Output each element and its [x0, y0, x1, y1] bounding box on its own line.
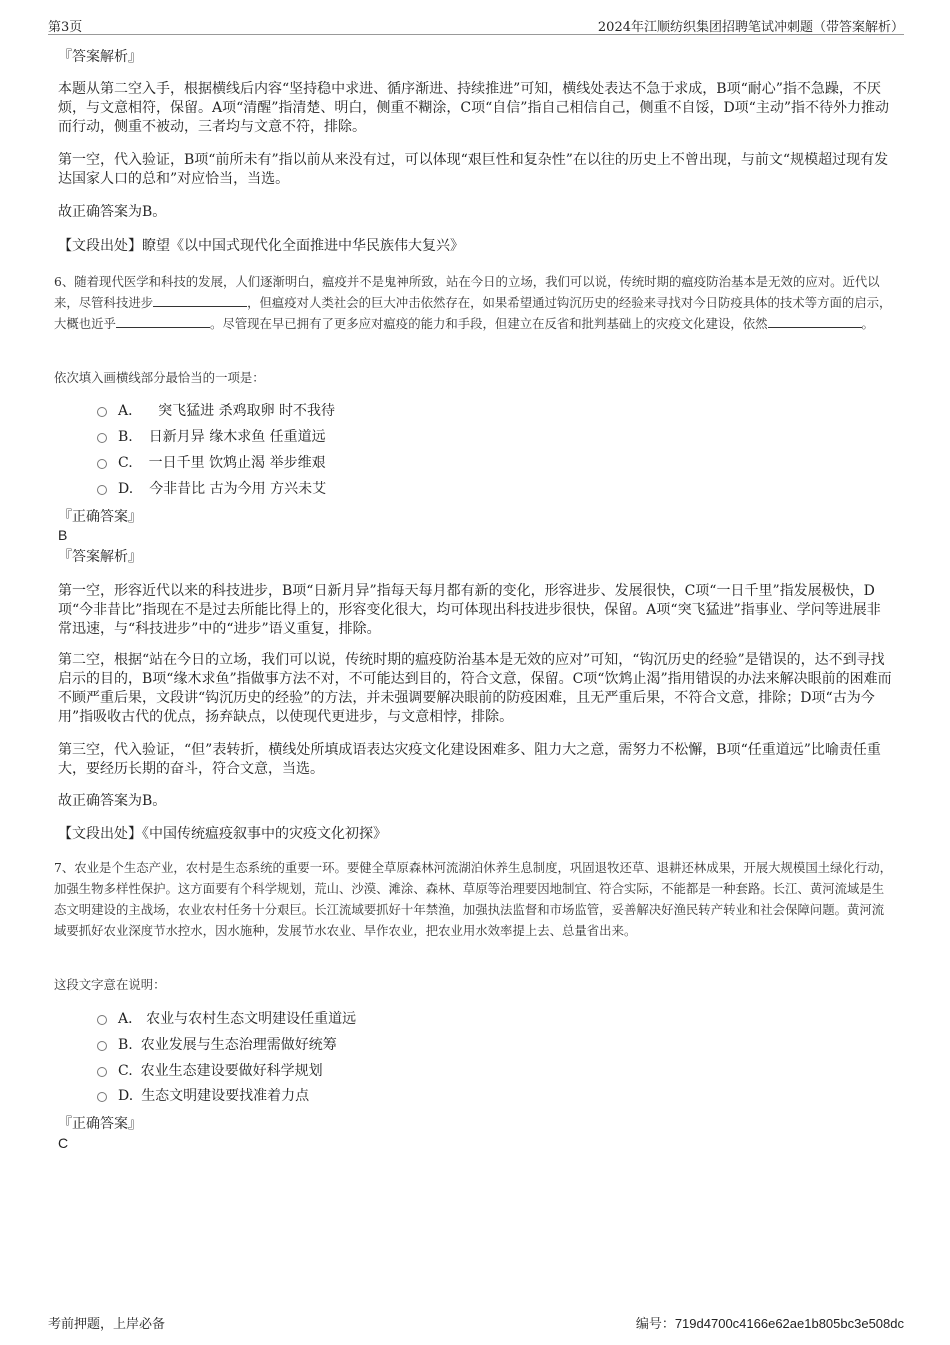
- page-footer: [48, 1313, 904, 1332]
- radio-icon[interactable]: [97, 485, 107, 495]
- option-d[interactable]: D. 今非昔比 古为今用 方兴未艾: [97, 480, 326, 498]
- analysis-conclusion: 故正确答案为B。: [58, 204, 167, 220]
- option-c[interactable]: C. 一日千里 饮鸩止渴 举步维艰: [97, 454, 326, 472]
- analysis-heading: 『答案解析』: [58, 549, 142, 565]
- option-d[interactable]: D. 生态文明建设要找准着力点: [97, 1087, 309, 1105]
- source-citation: 【文段出处】瞭望《以中国式现代化全面推进中华民族伟大复兴》: [58, 238, 464, 254]
- answer-heading: 『正确答案』: [58, 509, 142, 525]
- answer-value: B: [58, 527, 68, 543]
- document-title: 2024年江顺纺织集团招聘笔试冲刺题（带答案解析）: [597, 20, 904, 35]
- document-code: 编号：719d4700c4166e62ae1b805bc3e508dc: [635, 1316, 904, 1332]
- question-stem: 7、农业是个生态产业，农村是生态系统的重要一环。要健全草原森林河流湖泊休养生息制度，巩固退牧还草、退耕还林成果，开展大规模国土绿化行动，加强生物多样性保护。这方面要有个科学规划，荒山、沙漠、滩涂、森林、草原等治理要因地制宜、符合实际，不能都是一种套路。长江、黄河流域是生态文明建设的主战场，农业农村任务十分艰巨。长江流域要抓好十年禁渔，加强执法监督和市场监管，妥善解决好渔民转产转业和社会保障问题。黄河流域要抓好农业深度节水控水，因水施种，发展节水农业、旱作农业，把农业用水效率提上去、总量省出来。: [54, 860, 893, 938]
- radio-icon[interactable]: [97, 1067, 107, 1077]
- page-number: 第3页: [48, 20, 83, 35]
- radio-icon[interactable]: [97, 1015, 107, 1025]
- fill-blank: [153, 294, 247, 307]
- option-b[interactable]: B. 日新月异 缘木求鱼 任重道远: [97, 428, 326, 446]
- answer-value: C: [58, 1135, 69, 1151]
- question-stem: 6、随着现代医学和科技的发展，人们逐渐明白，瘟疫并不是鬼神所致，站在今日的立场，我们可以说，传统时期的瘟疫防治基本是无效的应对。近代以来，尽管科技进步 ，但瘟疫对人类社会的巨大冲击依然存在，如果希望通过钩沉历史的经验来寻找对今日防疫具体的技术等方面的启示，大概也近乎 。尽管现在早已拥有了更多应对瘟疫的能力和手段，但建立在反省和批判基础上的灾疫文化建设，依然 。: [54, 274, 892, 331]
- analysis-paragraph: 第二空，根据“站在今日的立场，我们可以说，传统时期的瘟疫防治基本是无效的应对”可知，“钩沉历史的经验”是错误的，达不到寻找启示的目的，B项“缘木求鱼”指做事方法不对，不可能达到目的，符合文意，保留。C项“饮鸩止渴”指用错误的办法来解决眼前的困难而不顾严重后果，文段讲“钩沉历史的经验”的方法，并未强调要解决眼前的防疫困难，且无严重后果，不符合文意，排除；D项“古为今用”指吸收古代的优点，扬弃缺点，以使现代更进步，与文意相悖，排除。: [58, 652, 892, 725]
- radio-icon[interactable]: [97, 1041, 107, 1051]
- option-b[interactable]: B. 农业发展与生态治理需做好统筹: [97, 1036, 337, 1054]
- analysis-paragraph: 第一空，形容近代以来的科技进步，B项“日新月异”指每天每月都有新的变化，形容进步、发展很快，C项“一日千里”指发展极快，D项“今非昔比”指现在不是过去所能比得上的，形容变化很大，均可体现出科技进步很快，保留。A项“突飞猛进”指事业、学问等进展非常迅速，与“科技进步”中的“进步”语义重复，排除。: [58, 583, 881, 637]
- analysis-paragraph: 第三空，代入验证，“但”表转折，横线处所填成语表达灾疫文化建设困难多、阻力大之意，需努力不松懈，B项“任重道远”比喻责任重大，要经历长期的奋斗，符合文意，当选。: [58, 742, 881, 777]
- analysis-paragraph: 本题从第二空入手，根据横线后内容“坚持稳中求进、循序渐进、持续推进”可知，横线处表达不急于求成，B项“耐心”指不急躁，不厌烦，与文意相符，保留。A项“清醒”指清楚、明白，侧重不糊涂，C项“自信”指自己相信自己，侧重不自馁，D项“主动”指不待外力推动而行动，侧重不被动，三者均与文意不符，排除。: [58, 81, 889, 135]
- analysis-heading: 『答案解析』: [58, 49, 142, 65]
- analysis-conclusion: 故正确答案为B。: [58, 793, 167, 809]
- radio-icon[interactable]: [97, 433, 107, 443]
- radio-icon[interactable]: [97, 459, 107, 469]
- radio-icon[interactable]: [97, 1092, 107, 1102]
- analysis-paragraph: 第一空，代入验证，B项“前所未有”指以前从来没有过，可以体现“艰巨性和复杂性”在以往的历史上不曾出现，与前文“规模超过现有发达国家人口的总和”对应恰当，当选。: [58, 152, 889, 187]
- answer-heading: 『正确答案』: [58, 1116, 142, 1132]
- question-prompt: 这段文字意在说明：: [54, 977, 166, 992]
- fill-blank: [116, 315, 210, 328]
- fill-blank: [768, 315, 862, 328]
- option-a[interactable]: A． 农业与农村生态文明建设任重道远: [97, 1010, 356, 1028]
- option-a[interactable]: A． 突飞猛进 杀鸡取卵 时不我待: [97, 402, 335, 420]
- question-prompt: 依次填入画横线部分最恰当的一项是：: [54, 370, 265, 385]
- option-c[interactable]: C. 农业生态建设要做好科学规划: [97, 1062, 323, 1080]
- footer-slogan: 考前押题，上岸必备: [48, 1317, 166, 1332]
- radio-icon[interactable]: [97, 407, 107, 417]
- source-citation: 【文段出处】《中国传统瘟疫叙事中的灾疫文化初探》: [58, 826, 387, 842]
- page-header: [48, 14, 904, 35]
